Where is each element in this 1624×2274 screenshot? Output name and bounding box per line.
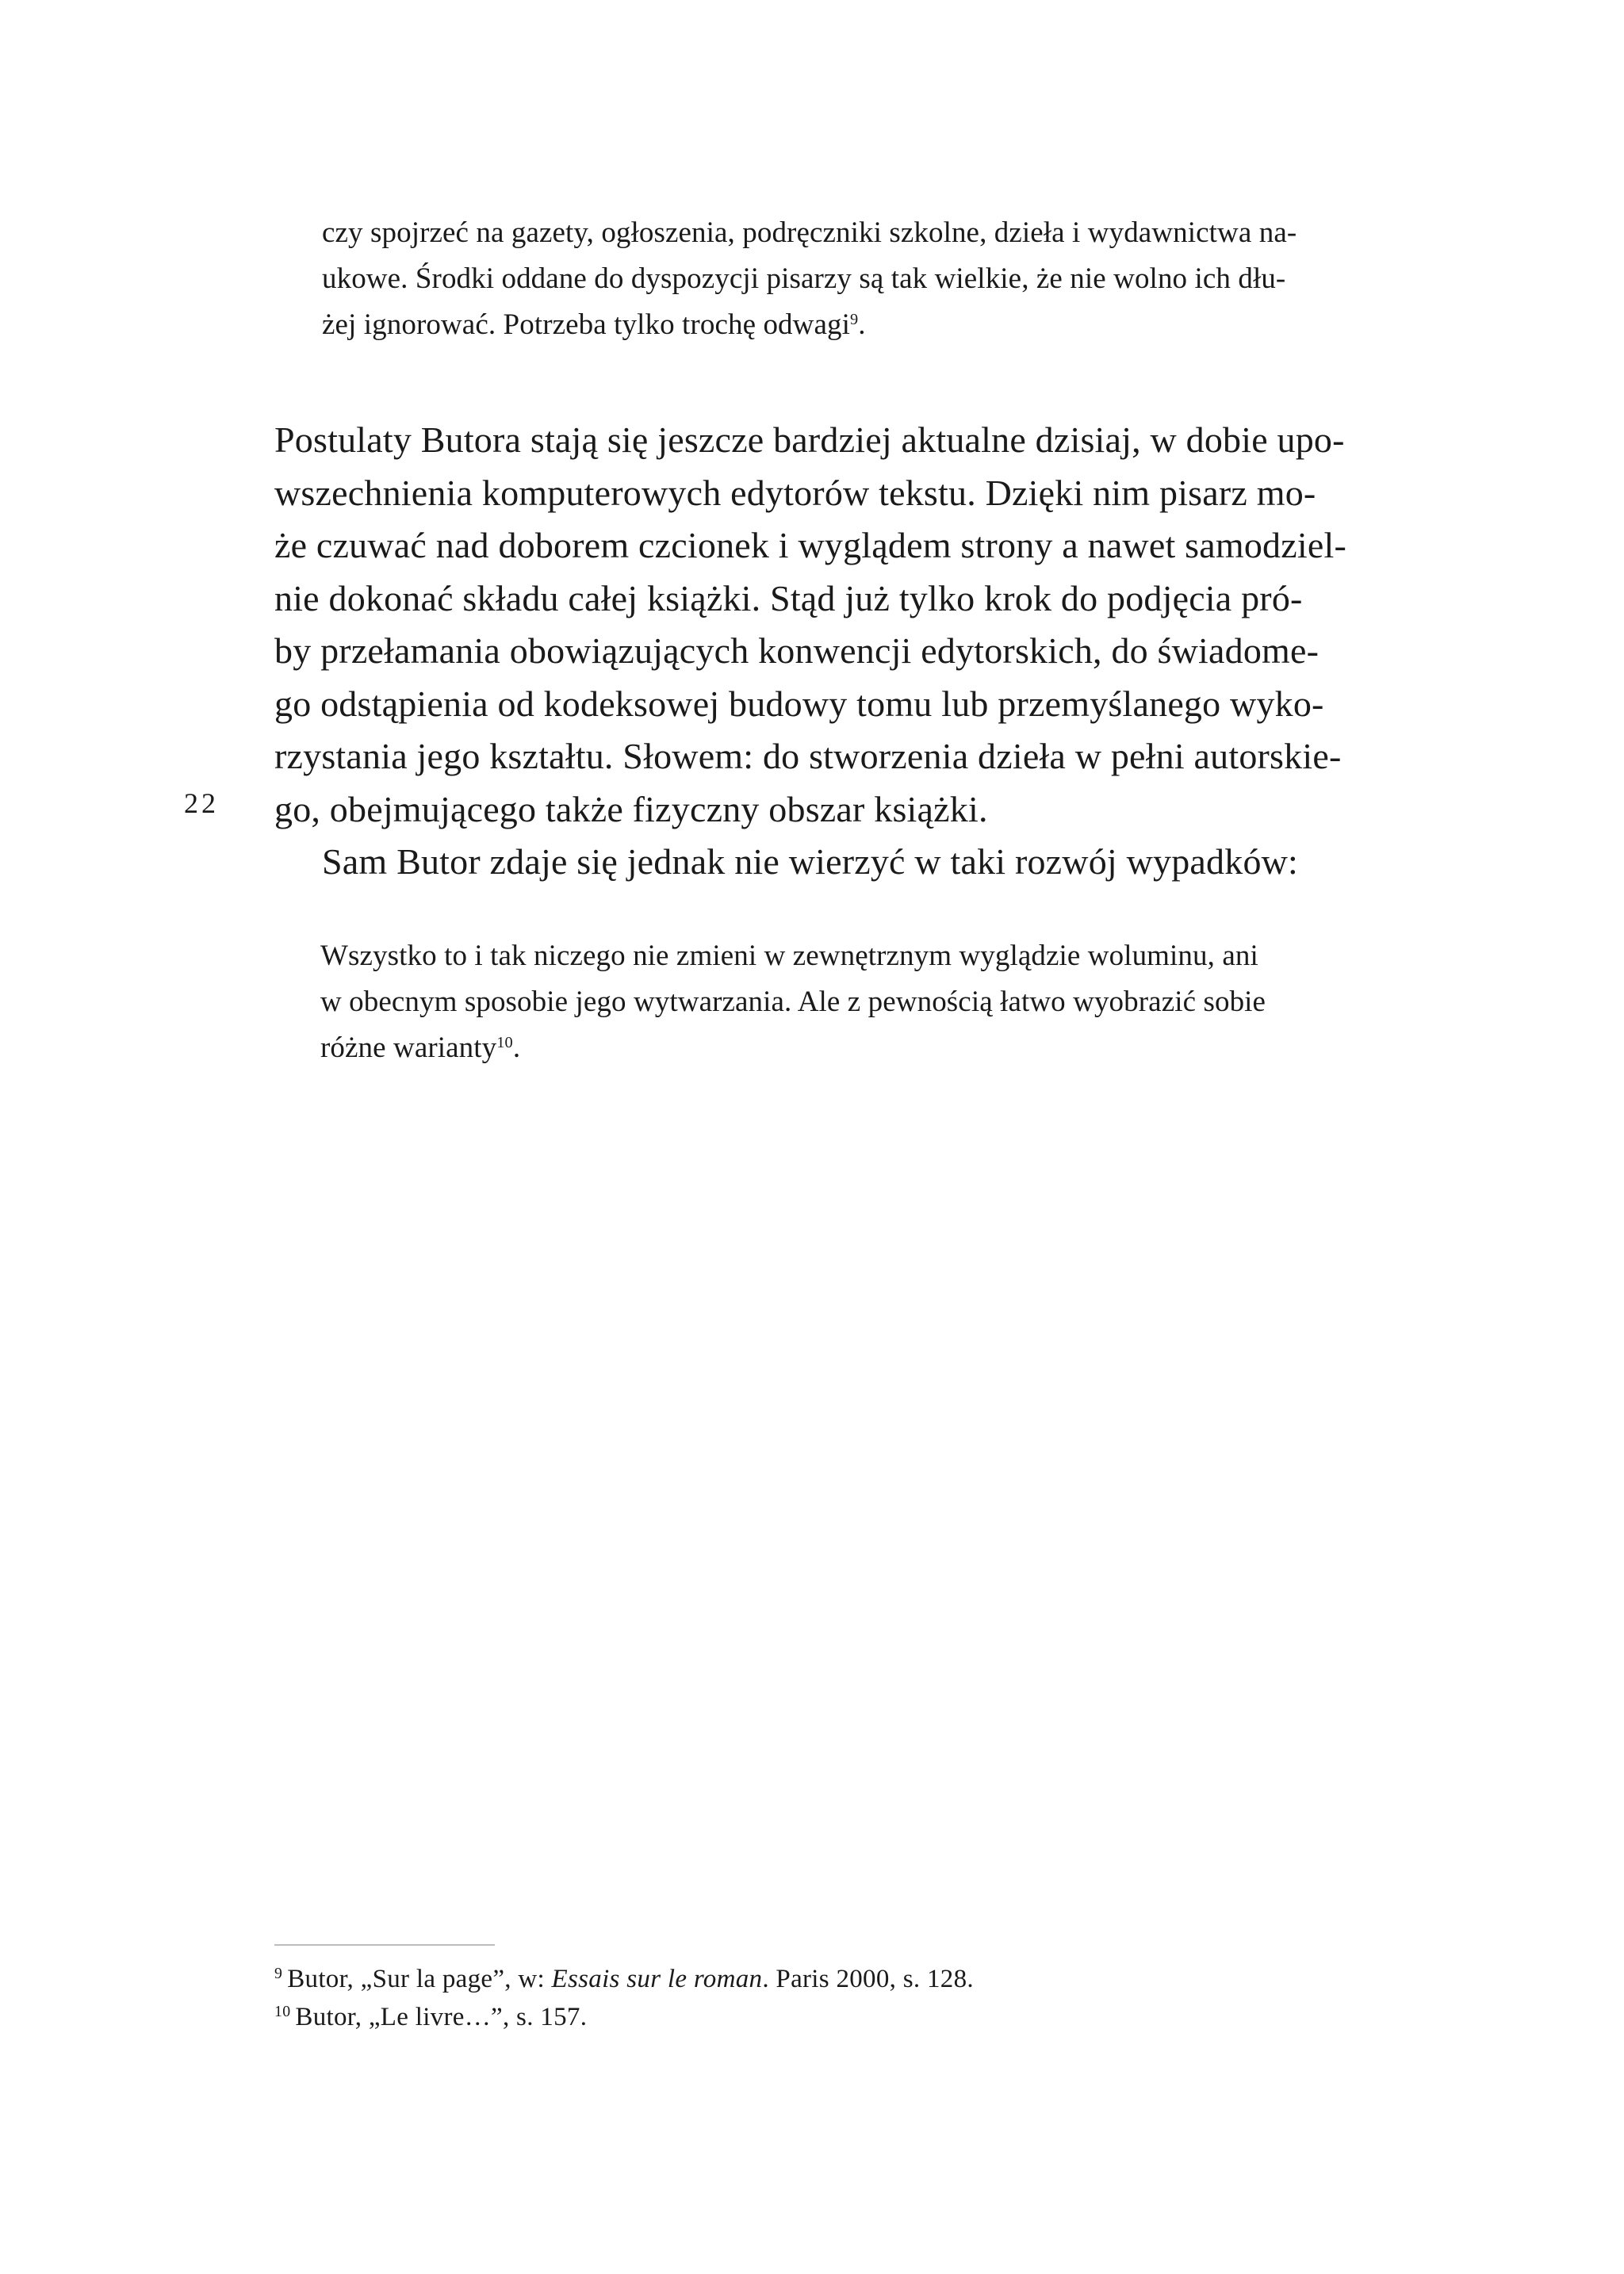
paragraph-line: go, obejmującego także fizyczny obszar książki. [274, 789, 988, 829]
footnote-marker: 9 [274, 1965, 283, 1983]
footnote-text: . Paris 2000, s. 128. [762, 1965, 974, 1993]
paragraph-line: nie dokonać składu całej książki. Stąd już tylko krok do podjęcia pró- [274, 578, 1303, 618]
quote-line: ukowe. Środki oddane do dyspozycji pisarzy są tak wielkie, że nie wolno ich dłu- [322, 262, 1286, 295]
footnote-10 [274, 2003, 587, 2032]
paragraph-line: wszechnienia komputerowych edytorów tekstu. Dzięki nim pisarz mo- [274, 473, 1316, 513]
footnote-text: Butor, „Le livre…”, s. 157. [295, 2003, 588, 2031]
quote-line: czy spojrzeć na gazety, ogłoszenia, podręczniki szkolne, dzieła i wydawnictwa na- [322, 216, 1297, 249]
paragraph-line: go odstąpienia od kodeksowej budowy tomu lub przemyślanego wyko- [274, 683, 1324, 724]
footnote-marker: 10 [274, 2003, 291, 2021]
quote-line [320, 1031, 520, 1065]
footnote-text: Butor, „Sur la page”, w: [287, 1965, 552, 1993]
quote-line: Wszystko to i tak niczego nie zmieni w zewnętrznym wyglądzie woluminu, ani [320, 940, 1258, 972]
quote-line: w obecnym sposobie jego wytwarzania. Ale z pewnością łatwo wyobrazić sobie [320, 986, 1266, 1018]
footnote-title: Essais sur le roman [551, 1965, 763, 1993]
paragraph-line: rzystania jego kształtu. Słowem: do stworzenia dzieła w pełni autorskie- [274, 736, 1342, 776]
footnote-9 [274, 1965, 974, 1994]
footnote-reference[interactable]: 10 [496, 1033, 513, 1051]
quote-line [322, 308, 866, 342]
paragraph-line: że czuwać nad doborem czcionek i wyglądem strony a nawet samodziel- [274, 525, 1346, 565]
body-paragraph-2: Sam Butor zdaje się jednak nie wierzyć w taki rozwój wypadków: [322, 841, 1299, 882]
quote-end: . [512, 1032, 521, 1064]
quote-end: . [858, 308, 866, 341]
quote-text: różne warianty [320, 1032, 497, 1064]
footnote-separator [274, 1944, 495, 1946]
paragraph-line: by przełamania obowiązujących konwencji edytorskich, do świadome- [274, 630, 1320, 671]
paragraph-line: Postulaty Butora stają się jeszcze bardziej aktualne dzisiaj, w dobie upo- [274, 419, 1345, 460]
quote-text: żej ignorować. Potrzeba tylko trochę odwagi [322, 308, 850, 341]
page-number: 22 [184, 787, 219, 819]
footnote-reference[interactable]: 9 [849, 310, 859, 328]
